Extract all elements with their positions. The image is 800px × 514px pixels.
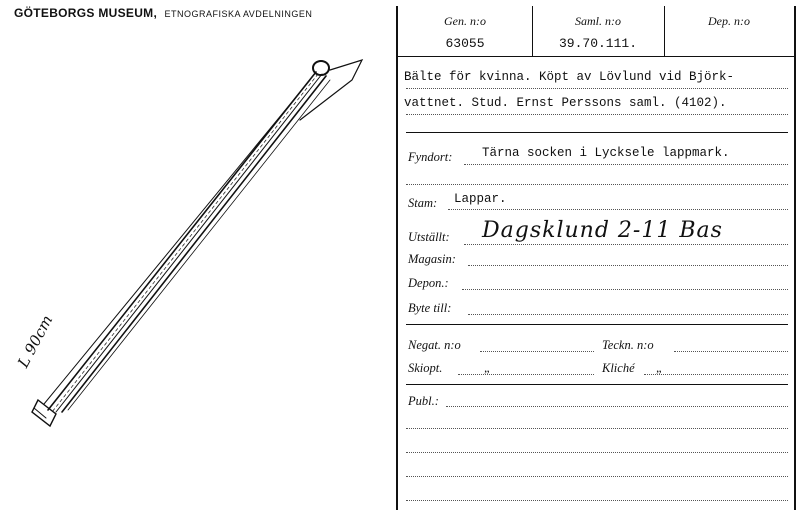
rule [458, 374, 594, 375]
rule [464, 164, 788, 165]
rule [468, 314, 788, 315]
section-rule [406, 324, 788, 325]
stam-value: Lappar. [454, 192, 507, 206]
rule [468, 265, 788, 266]
description-line-1: Bälte för kvinna. Köpt av Lövlund vid Björk- [404, 70, 735, 84]
fyndort-label: Fyndort: [408, 150, 453, 164]
rule [644, 374, 788, 375]
rule [406, 500, 788, 501]
rule [674, 351, 788, 352]
rule [464, 244, 788, 245]
measurement-note: L 90cm [14, 312, 57, 371]
museum-header [14, 6, 312, 20]
dep-number-label: Dep. n:o [708, 14, 750, 28]
utstallt-handwritten: Dagsklund 2-11 Bas [482, 218, 723, 243]
rule [462, 289, 788, 290]
rule [448, 209, 788, 210]
skiopt-ditto: „ [484, 361, 491, 375]
saml-number-label: Saml. n:o [575, 14, 621, 28]
rule [480, 351, 594, 352]
rule [406, 428, 788, 429]
department-name: ETNOGRAFISKA AVDELNINGEN [164, 9, 313, 19]
rule [406, 452, 788, 453]
depon-label: Depon.: [408, 276, 449, 290]
catalog-card [396, 6, 796, 510]
rule [406, 88, 788, 89]
utstallt-label: Utställt: [408, 230, 450, 244]
byte-label: Byte till: [408, 301, 452, 315]
magasin-label: Magasin: [408, 252, 456, 266]
rule [406, 476, 788, 477]
negat-label: Negat. n:o [408, 338, 461, 352]
skiopt-label: Skiopt. [408, 361, 443, 375]
museum-name: GÖTEBORGS MUSEUM, [14, 6, 158, 20]
dep-number-cell [664, 6, 794, 56]
belt-drawing [0, 40, 390, 510]
description-line-2: vattnet. Stud. Ernst Perssons saml. (4102). [404, 96, 727, 110]
kliche-ditto: „ [656, 361, 663, 375]
saml-number-cell [532, 6, 665, 56]
teckn-label: Teckn. n:o [602, 338, 654, 352]
kliche-label: Kliché [602, 361, 635, 375]
gen-number-cell [398, 6, 533, 56]
stam-label: Stam: [408, 196, 438, 210]
number-grid [398, 6, 794, 57]
gen-number-value: 63055 [445, 36, 485, 51]
fyndort-value: Tärna socken i Lycksele lappmark. [482, 146, 730, 160]
gen-number-label: Gen. n:o [444, 14, 486, 28]
section-rule [406, 132, 788, 133]
section-rule [406, 384, 788, 385]
rule [406, 114, 788, 115]
saml-number-value: 39.70.111. [558, 36, 637, 51]
rule [406, 184, 788, 185]
rule [446, 406, 788, 407]
publ-label: Publ.: [408, 394, 439, 408]
